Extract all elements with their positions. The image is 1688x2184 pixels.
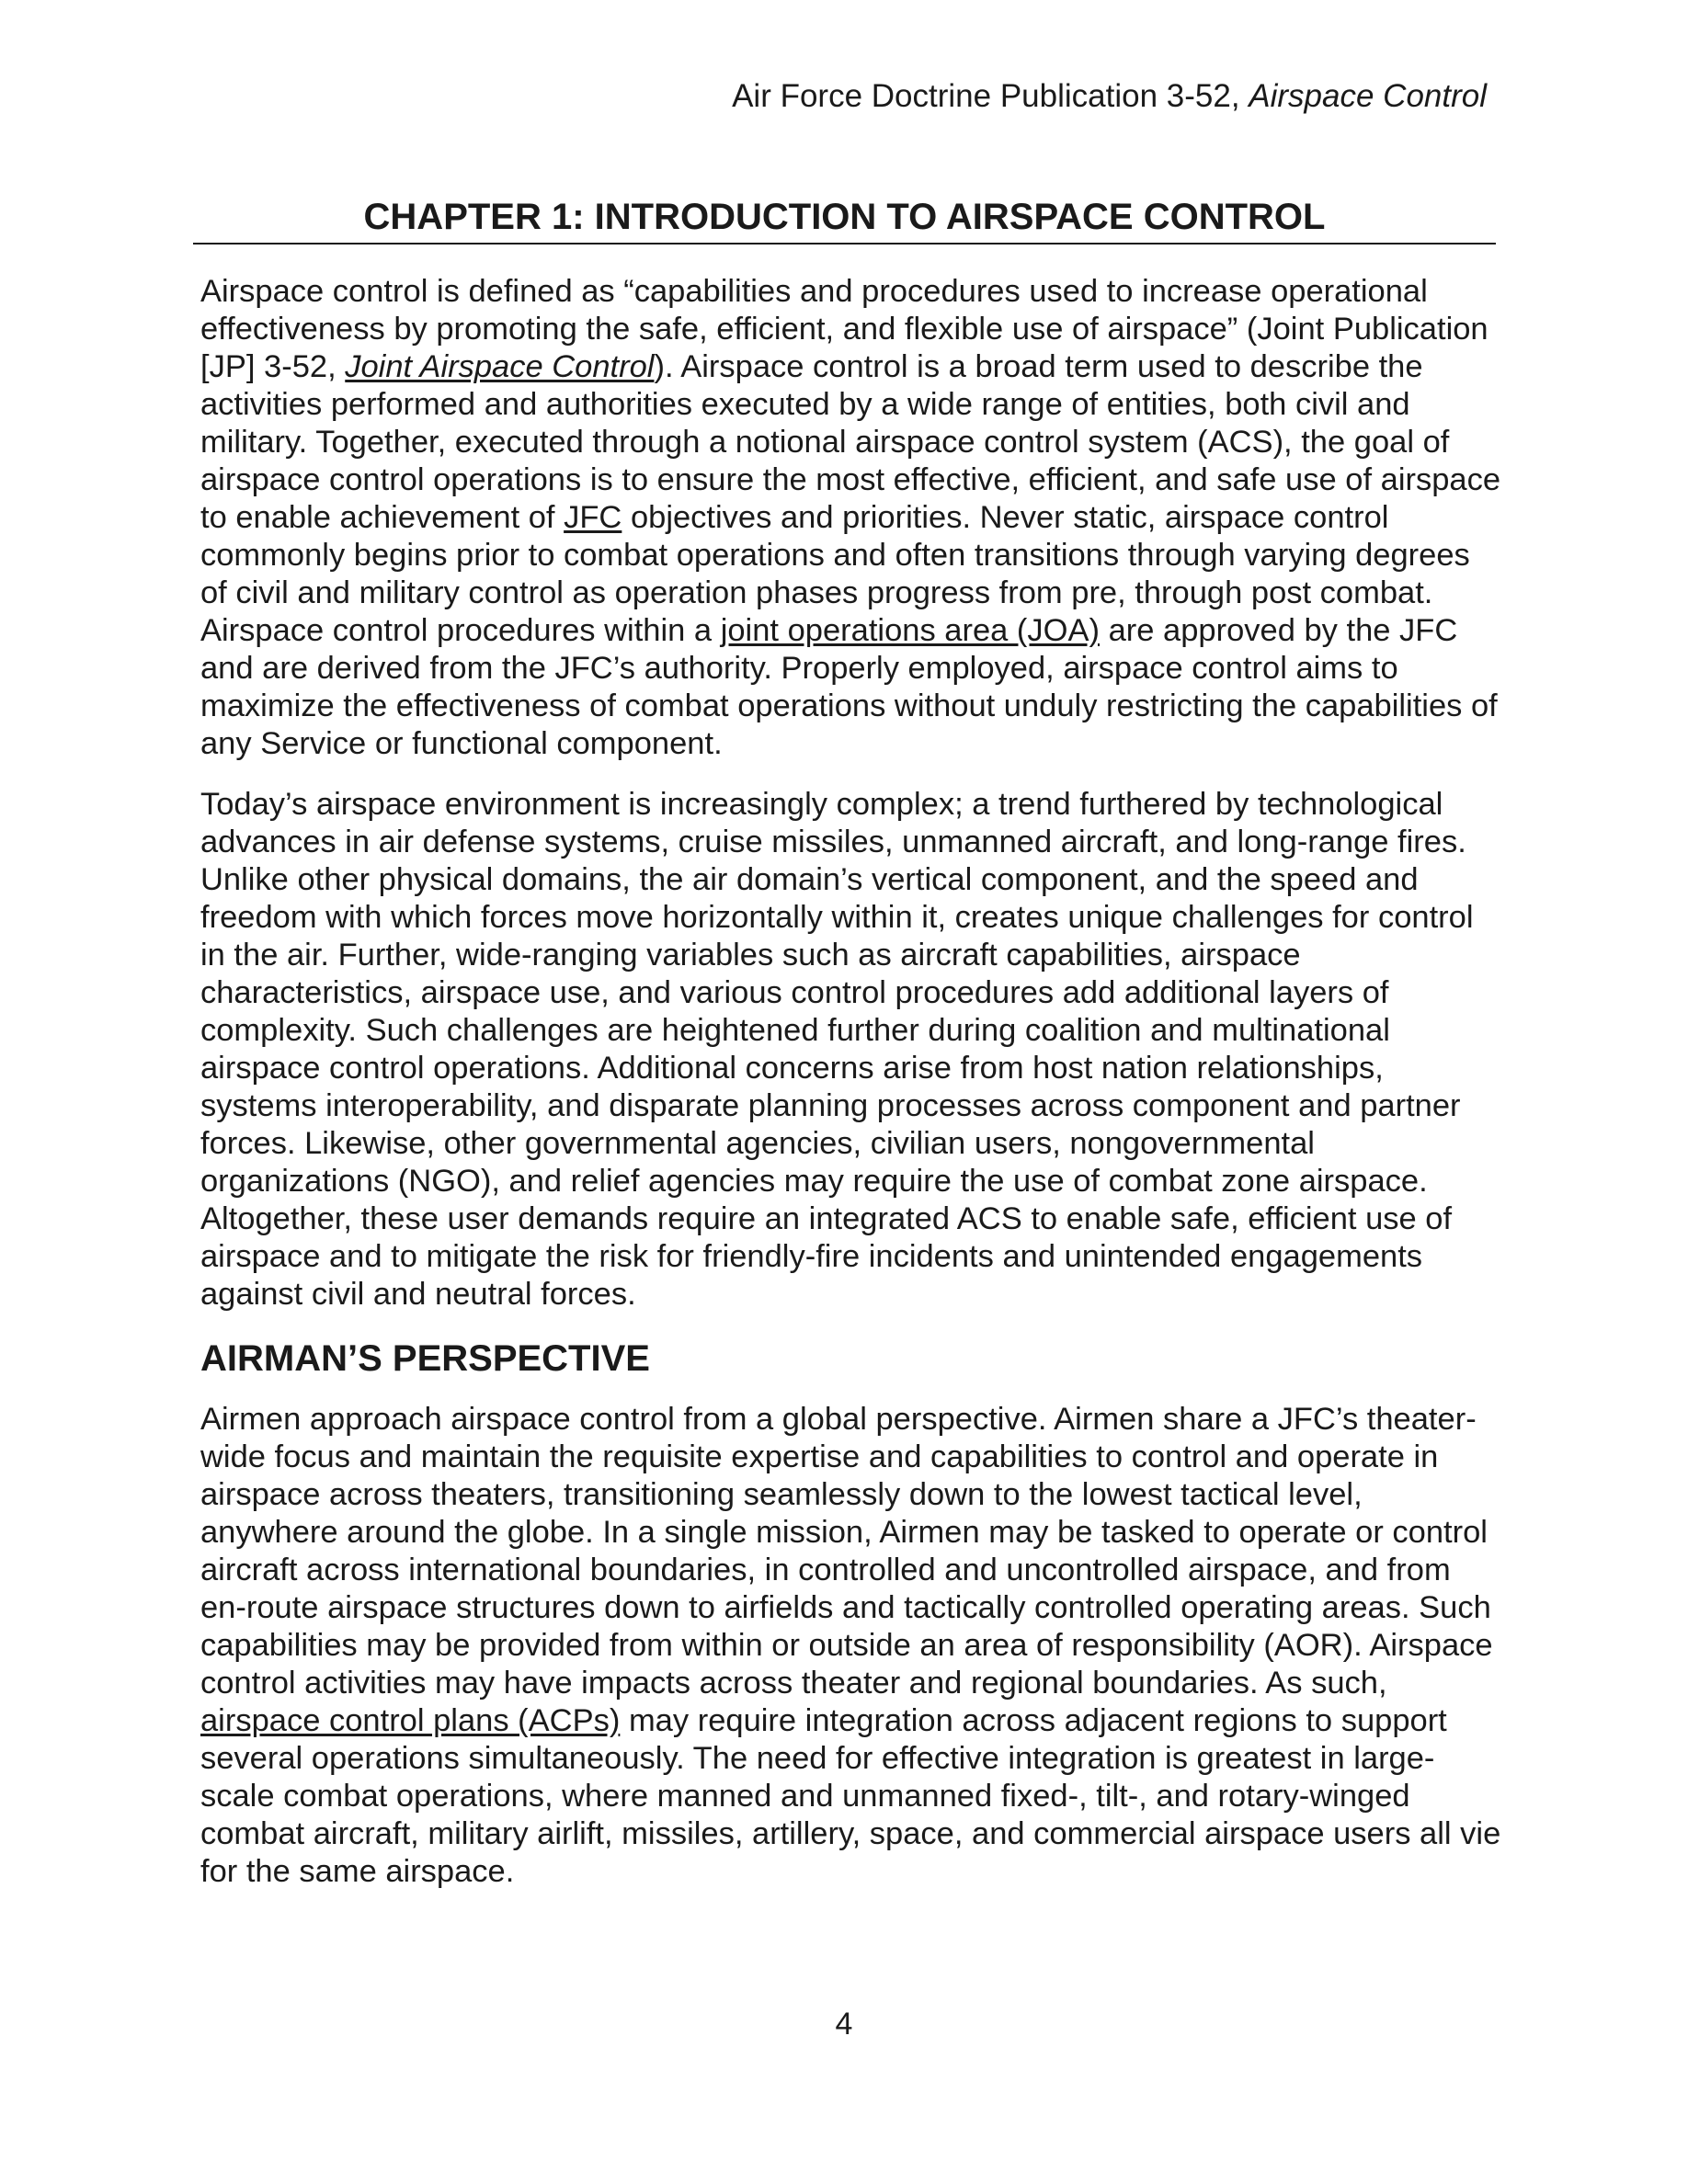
paragraph-text: are approved by the JFC and are derived from the JFC’s authority. Properly employed, airspace control aims to maximize the effectiveness of combat operations without unduly restricting the capabilities of any Service or functional component.	[200, 613, 1498, 761]
paragraph-text: Airmen approach airspace control from a global perspective. Airmen share a JFC’s theater-wide focus and maintain the requisite expertise and capabilities to control and operate in airspace across theaters, transitioning seamlessly down to the lowest tactical level, anywhere around the globe. In a single mission, Airmen may be tasked to operate or control aircraft across international boundaries, in controlled and uncontrolled airspace, and from en-route airspace structures down to airfields and tactically controlled operating areas. Such capabilities may be provided from within or outside an area of responsibility (AOR). Airspace control activities may have impacts across theater and regional boundaries. As such,	[200, 1402, 1493, 1701]
link-joint-operations-area[interactable]: joint operations area (JOA)	[720, 613, 1100, 648]
paragraph-text: objectives and priorities. Never static, airspace control commonly begins prior to combat operations and often transitions through varying degrees of civil and military control as operation phases progress from pre, through post combat. Airspace control procedures within a	[200, 500, 1470, 648]
publication-title: Airspace Control	[1249, 78, 1487, 114]
link-joint-airspace-control[interactable]: Joint Airspace Control	[345, 349, 655, 384]
paragraph-environment: Today’s airspace environment is increasingly complex; a trend furthered by technological advances in air defense systems, cruise missiles, unmanned aircraft, and long-range fires. Unlike other physical domains, the air domain’s vertical component, and the speed and freedom with which forces move horizontally within it, creates unique challenges for control in the air. Further, wide-ranging variables such as aircraft capabilities, airspace characteristics, airspace use, and various control procedures add additional layers of complexity. Such challenges are heightened further during coalition and multinational airspace control operations. Additional concerns arise from host nation relationships, systems interoperability, and disparate planning processes across component and partner forces. Likewise, other governmental agencies, civilian users, nongovernmental organizations (NGO), and relief agencies may require the use of combat zone airspace. Altogether, these user demands require an integrated ACS to enable safe, efficient use of airspace and to mitigate the risk for friendly-fire incidents and unintended engagements against civil and neutral forces.	[200, 787, 1474, 1312]
page-number: 4	[835, 2007, 853, 2042]
paragraph-intro	[200, 273, 1502, 763]
paragraph-text: Airspace control is defined as “capabilities and procedures used to increase operational effectiveness by promoting the safe, efficient, and flexible use of airspace” (Joint Publication [JP] 3-52,	[200, 274, 1488, 384]
link-airspace-control-plans[interactable]: airspace control plans (ACPs)	[200, 1703, 621, 1738]
running-header	[732, 75, 1487, 118]
paragraph-text: may require integration across adjacent regions to support several operations simultaneously. The need for effective integration is greatest in large-scale combat operations, where manned and unmanned fixed-, tilt-, and rotary-winged combat aircraft, military airlift, missiles, artillery, space, and commercial airspace users all vie for the same airspace.	[200, 1703, 1501, 1889]
paragraph-airmans-perspective	[200, 1401, 1502, 1891]
publication-name: Air Force Doctrine Publication 3-52,	[732, 78, 1249, 114]
section-heading-airmans-perspective: AIRMAN’S PERSPECTIVE	[200, 1338, 650, 1379]
body-content	[200, 273, 1502, 1914]
link-jfc[interactable]: JFC	[564, 500, 622, 535]
chapter-title: CHAPTER 1: INTRODUCTION TO AIRSPACE CONTROL	[193, 193, 1496, 245]
paragraph-text: ). Airspace control is a broad term used to describe the activities performed and authorities executed by a wide range of entities, both civil and military. Together, executed through a notional airspace control system (ACS), the goal of airspace control operations is to ensure the most effective, efficient, and safe use of airspace to enable achievement of	[200, 349, 1501, 535]
